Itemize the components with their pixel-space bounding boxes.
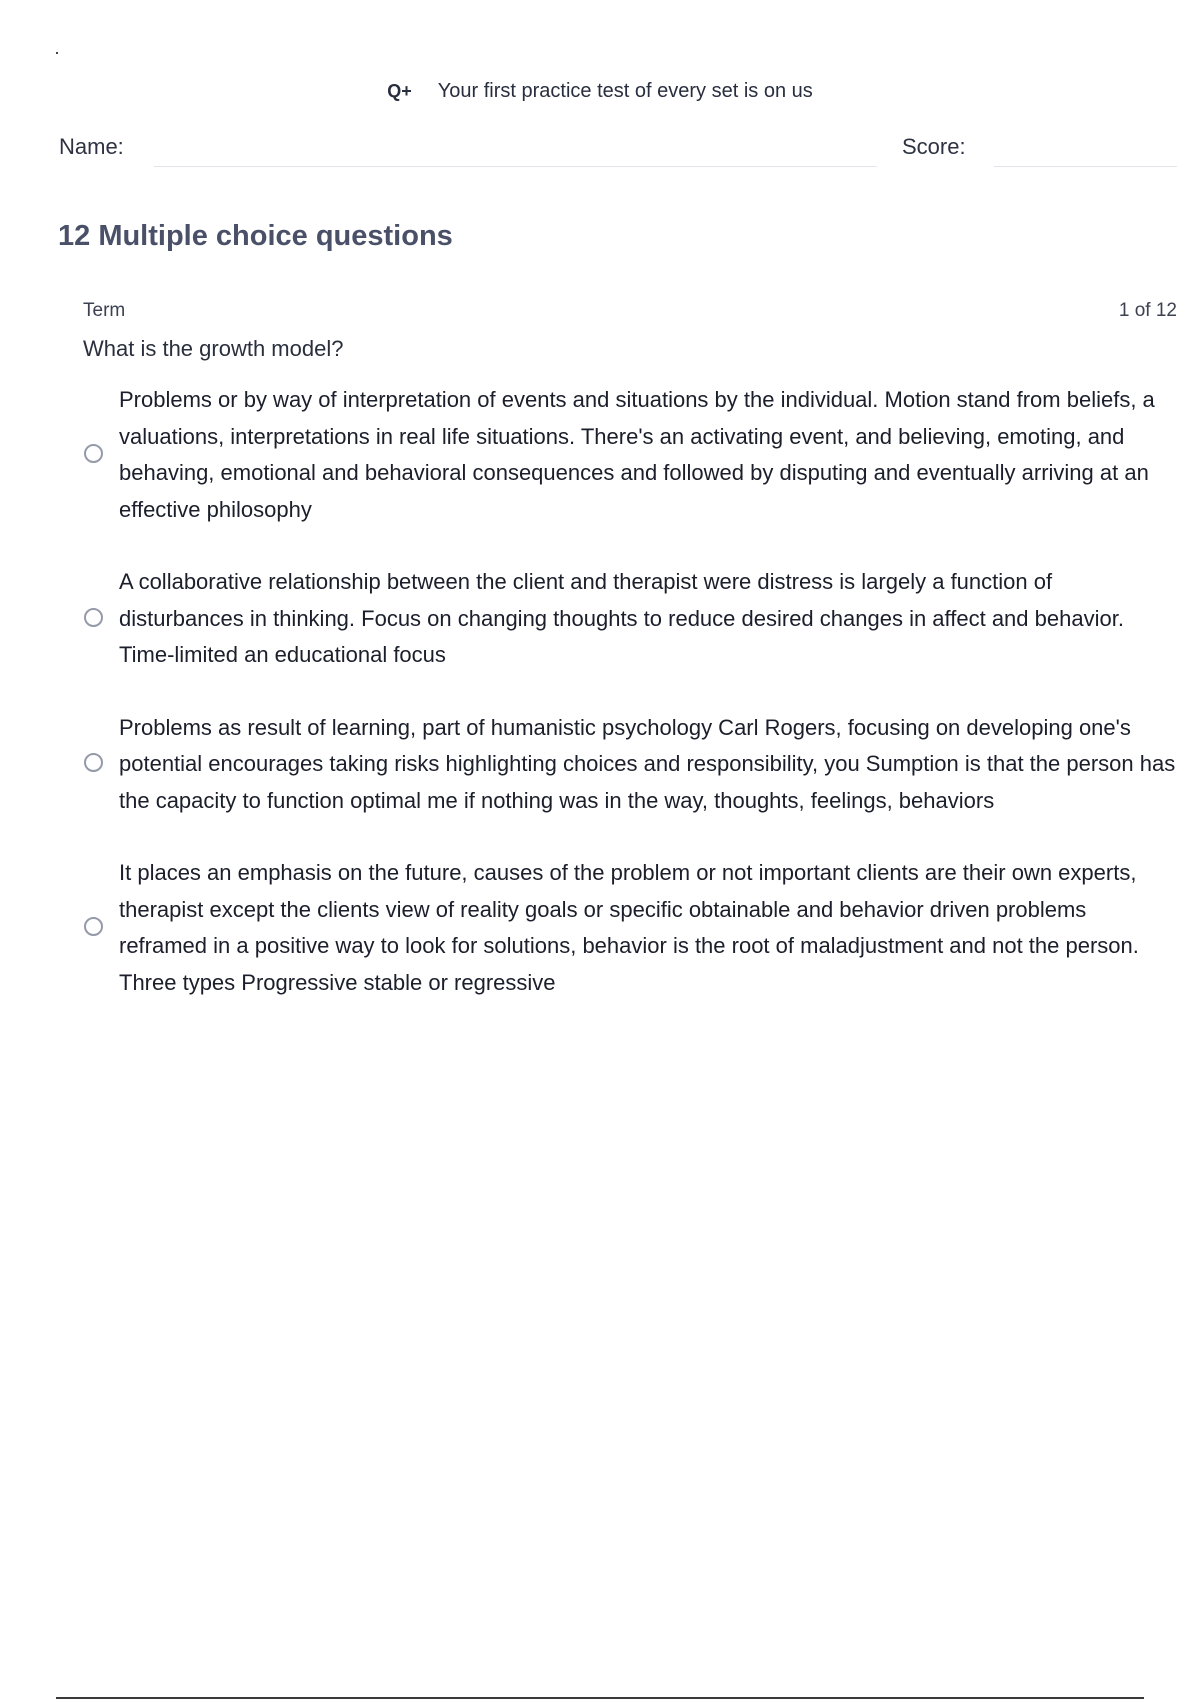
question-prompt: What is the growth model?	[83, 336, 344, 361]
answer-option-text: Problems or by way of interpretation of events and situations by the individual. Motion stand from beliefs, a valuations, interpretations in real life situations. There's an activating event, and believing, emoting, and behaving, emotional and behavioral consequences and followed by disputing and eventually arriving at an effective philosophy	[119, 387, 1155, 522]
answer-option-text: It places an emphasis on the future, causes of the problem or not important clients are their own experts, therapist except the clients view of reality goals or specific obtainable and behavior driven problems reframed in a positive way to look for solutions, behavior is the root of maladjustment and not the person. Three types Progressive stable or regressive	[119, 860, 1139, 995]
radio-button-icon[interactable]	[84, 917, 103, 936]
stray-dot	[56, 52, 58, 54]
answer-option-4[interactable]	[83, 855, 1177, 1001]
section-title: 12 Multiple choice questions	[58, 220, 453, 252]
promo-banner	[0, 80, 1200, 103]
answer-option-1[interactable]	[83, 382, 1177, 528]
answer-option-3[interactable]	[83, 710, 1177, 820]
radio-button-icon[interactable]	[84, 753, 103, 772]
radio-button-icon[interactable]	[84, 444, 103, 463]
answer-option-2[interactable]	[83, 564, 1177, 674]
question-card	[83, 298, 1177, 1037]
score-label: Score:	[902, 134, 966, 159]
page-footer-divider	[56, 1697, 1144, 1699]
question-counter: 1 of 12	[1118, 300, 1177, 321]
promo-text: Your first practice test of every set is on us	[437, 80, 813, 102]
answer-option-text: A collaborative relationship between the client and therapist were distress is largely a function of disturbances in thinking. Focus on changing thoughts to reduce desired changes in affect and behavior. Time-limited an educational focus	[119, 569, 1124, 667]
score-field-line[interactable]	[994, 166, 1177, 167]
answer-options	[83, 382, 1177, 1001]
name-score-row	[59, 134, 1177, 170]
term-row	[83, 298, 1177, 326]
name-field-line[interactable]	[154, 166, 877, 167]
term-label: Term	[83, 300, 126, 321]
name-label: Name:	[59, 134, 124, 159]
practice-test-plus-icon: Q+	[387, 81, 412, 101]
radio-button-icon[interactable]	[84, 608, 103, 627]
answer-option-text: Problems as result of learning, part of humanistic psychology Carl Rogers, focusing on developing one's potential encourages taking risks highlighting choices and responsibility, you Sumption is that the person has the capacity to function optimal me if nothing was in the way, thoughts, feelings, behaviors	[119, 714, 1176, 813]
